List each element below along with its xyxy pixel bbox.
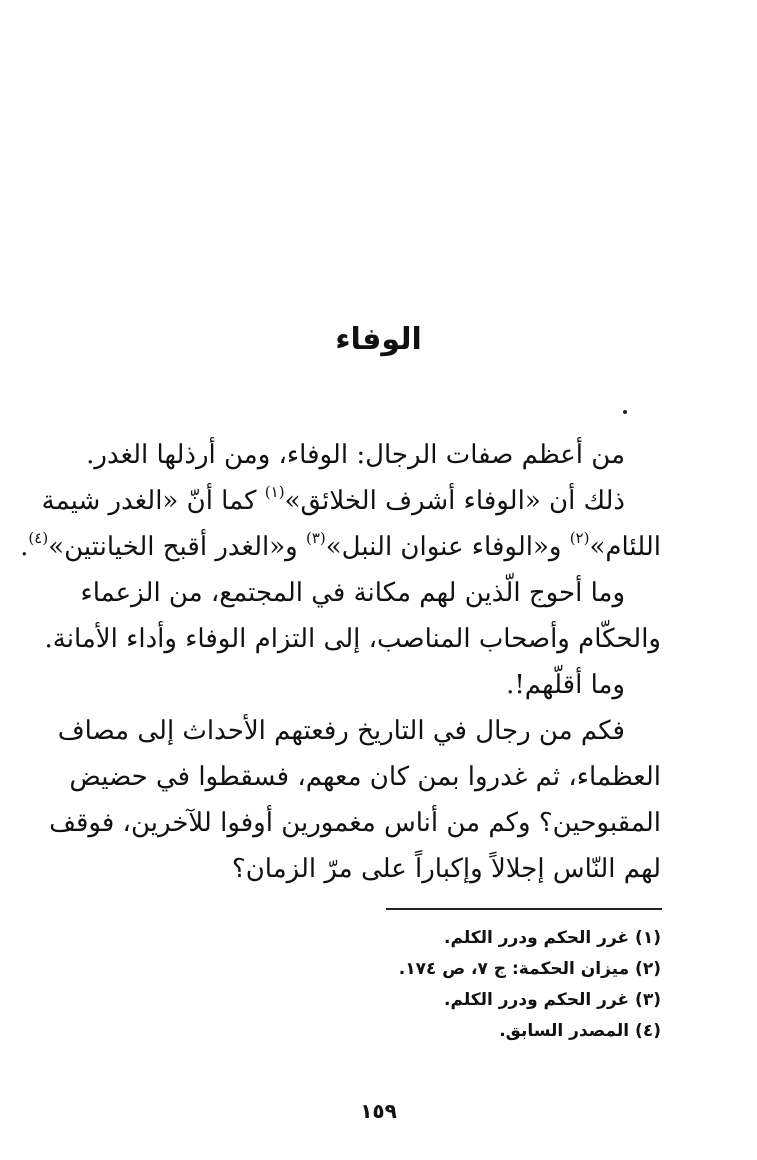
text-segment: ذلك أن «الوفاء أشرف الخلائق» <box>284 486 625 516</box>
body-line-3 <box>20 524 661 570</box>
body-line-1: من أعظم صفات الرجال: الوفاء، ومن أرذلها الغدر. <box>86 440 625 470</box>
footnote-ref-2: (٢) <box>569 529 590 547</box>
footnote-2: (٢) ميزان الحكمة: ج ٧، ص ١٧٤. <box>398 959 661 979</box>
page-title: الوفاء <box>335 322 422 357</box>
text-segment: و«الغدر أقبح الخيانتين» <box>48 532 306 562</box>
page-number: ١٥٩ <box>360 1099 397 1123</box>
footnote-1: (١) غرر الحكم ودرر الكلم. <box>444 928 661 948</box>
ink-dot <box>623 410 627 414</box>
body-line-7: فكم من رجال في التاريخ رفعتهم الأحداث إلى مصاف <box>57 716 625 746</box>
text-segment: . <box>20 532 29 562</box>
body-line-10: لهم النّاس إجلالاً وإكباراً على مرّ الزمان؟ <box>231 854 661 884</box>
footnote-separator <box>386 908 662 910</box>
text-segment: اللئام» <box>589 532 661 562</box>
body-line-5: والحكّام وأصحاب المناصب، إلى التزام الوفاء وأداء الأمانة. <box>44 624 661 654</box>
footnote-ref-1: (١) <box>264 483 285 501</box>
body-line-6: وما أقلّهم!. <box>506 670 625 700</box>
footnote-ref-3: (٣) <box>305 529 326 547</box>
body-line-8: العظماء، ثم غدروا بمن كان معهم، فسقطوا في حضيض <box>69 762 661 792</box>
body-line-4: وما أحوج الّذين لهم مكانة في المجتمع، من الزعماء <box>80 578 625 608</box>
footnote-ref-4: (٤) <box>28 529 49 547</box>
body-line-2 <box>42 478 625 524</box>
footnote-4: (٤) المصدر السابق. <box>499 1021 661 1041</box>
footnote-3: (٣) غرر الحكم ودرر الكلم. <box>444 990 661 1010</box>
text-segment: كما أنّ «الغدر شيمة <box>41 486 265 516</box>
body-line-9: المقبوحين؟ وكم من أناس مغمورين أوفوا للآخرين، فوقف <box>49 808 661 838</box>
text-segment: و«الوفاء عنوان النبل» <box>325 532 570 562</box>
